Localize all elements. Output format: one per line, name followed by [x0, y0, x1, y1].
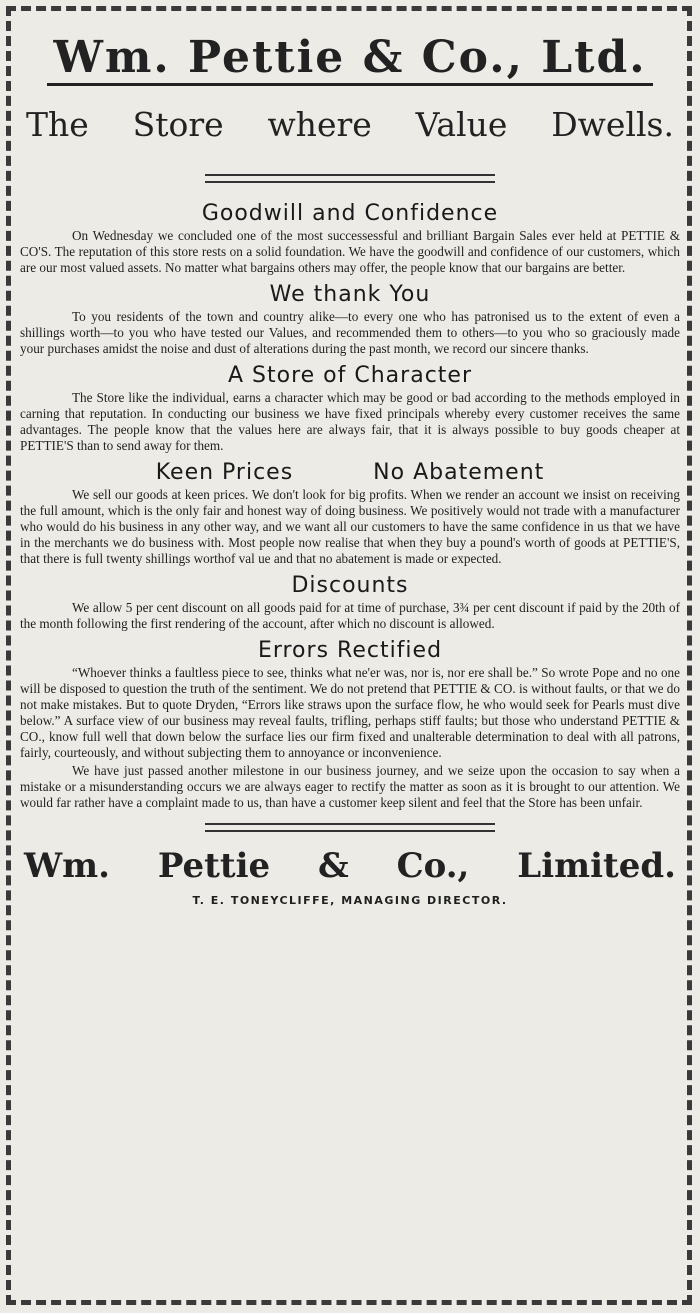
tagline	[26, 105, 674, 144]
footer-word: Wm.	[24, 846, 110, 886]
managing-director: T. E. TONEYCLIFFE, MANAGING DIRECTOR.	[192, 894, 508, 907]
advertisement	[20, 24, 680, 1294]
tagline-word: Dwells.	[551, 105, 674, 144]
section-heading	[20, 460, 680, 485]
section-paragraph: We sell our goods at keen prices. We don't look for big profits. When we render an account we insist on receiving the full amount, which is the only fair and honest way of doing business. We positively would not trade with a manufacturer who would do his business in any other way, and we want all our customers to have the same confidence in us that we have in the merchants we do business with. Most people now realise that when they buy a pound's worth of goods at PETTIE'S, that there is full twenty shillings worthof val ue and that no abatement is made or expected.	[20, 487, 680, 566]
section-heading: Discounts	[291, 573, 409, 598]
section-paragraph: To you residents of the town and country alike—to every one who has patronised us to the extent of even a shillings worth—to you who have tested our Values, and recommended them to others—to you who so graciously made your purchases amidst the noise and dust of alterations during the past month, we record our sincere thanks.	[20, 309, 680, 356]
heading-right: No Abatement	[373, 460, 545, 485]
section-keen-prices	[20, 460, 680, 567]
section-errors	[20, 638, 680, 811]
section-heading: A Store of Character	[228, 363, 472, 388]
section-paragraph: “Whoever thinks a faultless piece to see, thinks what ne'er was, nor is, nor ere shall be.” So wrote Pope and no one will be disposed to question the truth of the sentiment. We do not pretend that PETTIE & CO. is without faults, or that we do not make mistakes. But to quote Dryden, “Errors like straws upon the surface flow, he who would seek for Pearls must dive below.” A surface view of our business may reveal faults, trifling, perhaps stiff faults; but those who understand PETTIE & CO., know full well that down below the surface lies our firm fixed and unalterable determination to deal with all patrons, fairly, courteously, and without subjecting them to annoyance or inconvenience.	[20, 665, 680, 760]
footer-word: Pettie	[157, 846, 271, 886]
section-thank-you	[20, 282, 680, 357]
masthead	[20, 32, 680, 83]
tagline-word: Store	[132, 105, 224, 144]
section-paragraph: We allow 5 per cent discount on all goods paid for at time of purchase, 3¾ per cent discount if paid by the 20th of the month following the first rendering of the account, after which no discount is allowed.	[20, 600, 680, 631]
tagline-word: The	[26, 105, 89, 144]
bottom-rule	[205, 823, 495, 832]
section-heading: We thank You	[269, 282, 431, 307]
footer-word: Co.,	[396, 846, 470, 886]
tagline-word: Value	[415, 105, 508, 144]
section-discounts	[20, 573, 680, 632]
footer-word: &	[318, 846, 349, 886]
footer-signature	[24, 846, 676, 886]
top-rule	[205, 174, 495, 183]
section-goodwill	[20, 201, 680, 276]
section-paragraph: On Wednesday we concluded one of the most successessful and brilliant Bargain Sales ever held at PETTIE & CO'S. The reputation of this store rests on a solid foundation. We have the goodwill and confidence of our customers, which are our most valued assets. No matter what bargains others may offer, the people know that our bargains are better.	[20, 228, 680, 275]
section-character	[20, 363, 680, 454]
section-heading: Errors Rectified	[257, 638, 443, 663]
section-paragraph: We have just passed another milestone in our business journey, and we seize upon the occasion to say when a mistake or a misunderstanding occurs we are always eager to rectify the matter as soon as it is brought to our attention. We would far rather have a complaint made to us, than have a customer keep silent and feel that the Store has been unfair.	[20, 763, 680, 810]
footer-word: Limited.	[517, 846, 676, 886]
masthead-title: Wm. Pettie & Co., Ltd.	[47, 32, 652, 86]
section-paragraph: The Store like the individual, earns a character which may be good or bad according to the methods employed in carning that reputation. In conducting our business we have fixed principals whereby every customer receives the same advantages. The people know that the values here are always fair, that it is always possible to buy goods cheaper at PETTIE'S than to send away for them.	[20, 390, 680, 453]
heading-left: Keen Prices	[155, 460, 294, 485]
section-heading: Goodwill and Confidence	[201, 201, 499, 226]
tagline-word: where	[267, 105, 372, 144]
